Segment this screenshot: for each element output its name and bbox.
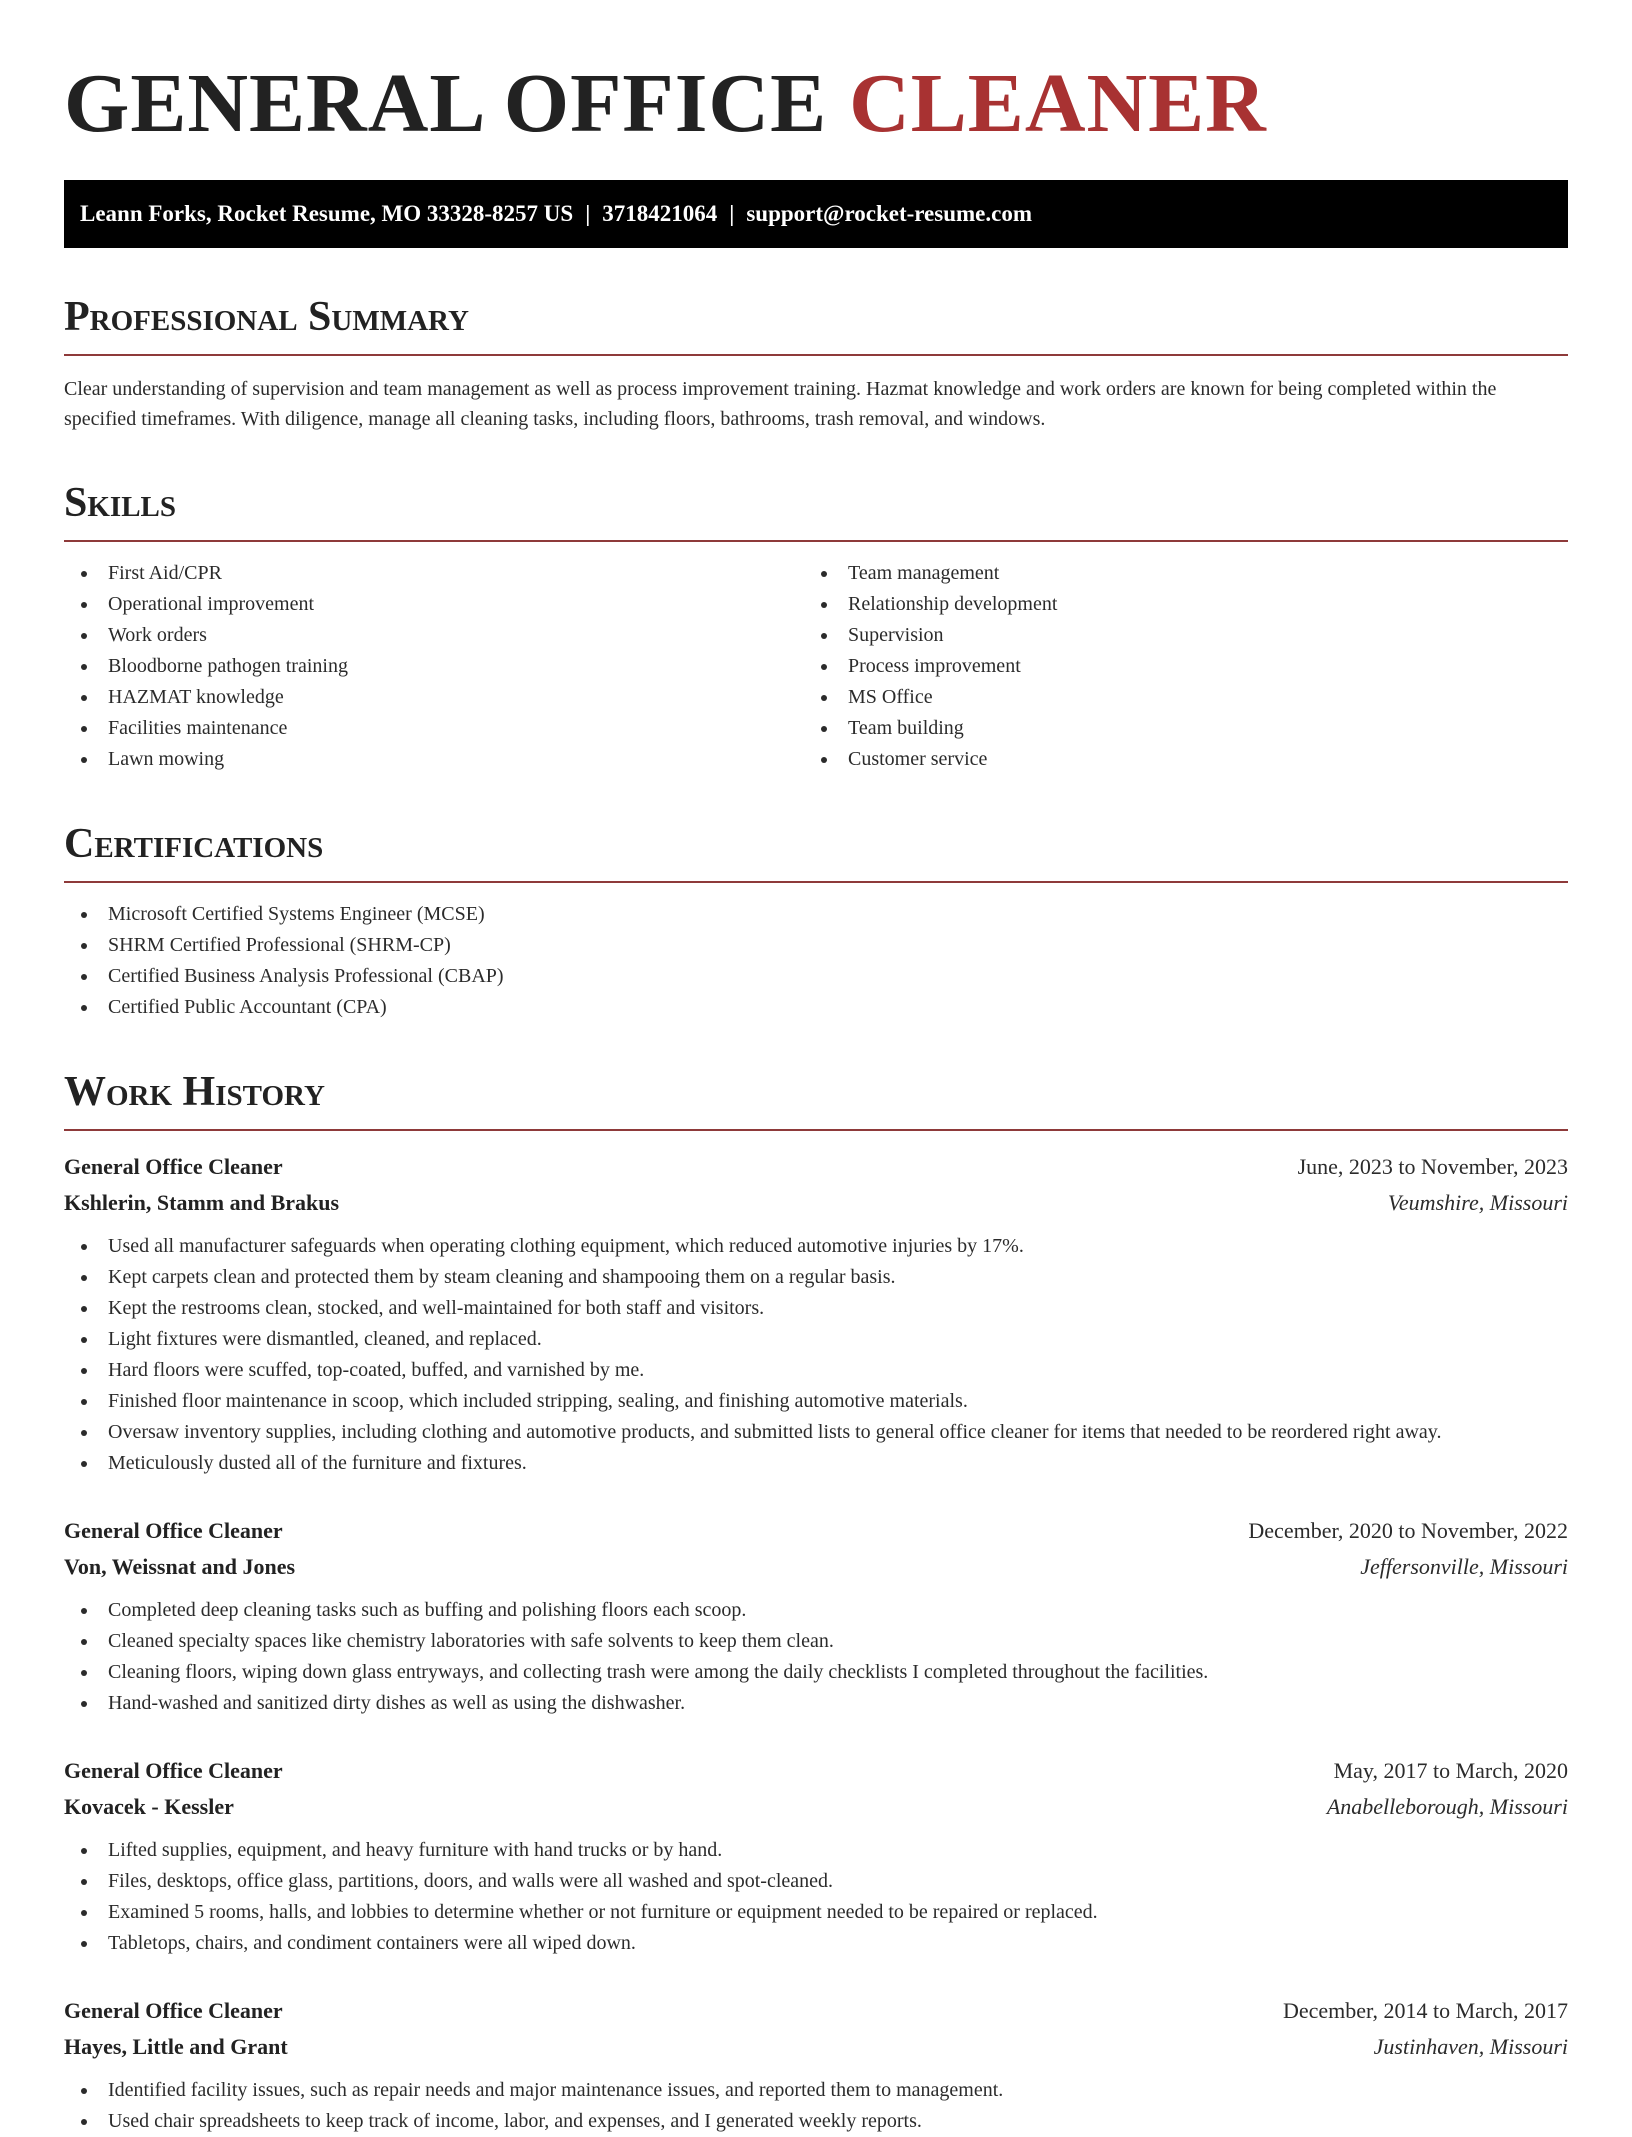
job-company: Kshlerin, Stamm and Brakus bbox=[64, 1190, 340, 1215]
job-duty: Light fixtures were dismantled, cleaned, and replaced. bbox=[64, 1324, 1568, 1355]
job-company-row bbox=[64, 1549, 1568, 1585]
job-company-row bbox=[64, 1185, 1568, 1221]
summary-text: Clear understanding of supervision and team management as well as process improvement training. Hazmat knowledge and work orders are known for being completed within the specified timeframes. With diligence, manage all cleaning tasks, including floors, bathrooms, trash removal, and windows. bbox=[64, 378, 1497, 430]
contact-address: Leann Forks, Rocket Resume, MO 33328-8257 US bbox=[80, 201, 574, 226]
skill-item: Facilities maintenance bbox=[64, 713, 804, 744]
skill-item: Supervision bbox=[804, 620, 1544, 651]
skills-heading: Skills bbox=[64, 478, 1568, 542]
job-entry bbox=[64, 1149, 1568, 1479]
skill-item: Work orders bbox=[64, 620, 804, 651]
job-duty: Identified facility issues, such as repair needs and major maintenance issues, and reported them to management. bbox=[64, 2075, 1568, 2106]
summary-section bbox=[64, 292, 1568, 434]
job-duty: Files, desktops, office glass, partitions, doors, and walls were all washed and spot-cleaned. bbox=[64, 1866, 1568, 1897]
job-company-row bbox=[64, 2029, 1568, 2065]
job-duty: Finished floor maintenance in scoop, which included stripping, sealing, and finishing automotive materials. bbox=[64, 1386, 1568, 1417]
certifications-heading: Certifications bbox=[64, 819, 1568, 883]
resume-title bbox=[64, 0, 1568, 152]
job-title: General Office Cleaner bbox=[64, 1154, 283, 1179]
skill-item: Operational improvement bbox=[64, 589, 804, 620]
job-dates: June, 2023 to November, 2023 bbox=[1297, 1154, 1568, 1179]
skills-list-left bbox=[64, 558, 804, 775]
job-dates: December, 2020 to November, 2022 bbox=[1248, 1518, 1568, 1543]
skill-item: Team building bbox=[804, 713, 1544, 744]
job-duty: Tabletops, chairs, and condiment containers were all wiped down. bbox=[64, 1928, 1568, 1959]
skill-item: Lawn mowing bbox=[64, 744, 804, 775]
job-company: Hayes, Little and Grant bbox=[64, 2034, 288, 2059]
skill-item: Customer service bbox=[804, 744, 1544, 775]
job-company: Kovacek - Kessler bbox=[64, 1794, 234, 1819]
job-location: Anabelleborough, Missouri bbox=[1326, 1794, 1568, 1819]
job-duties-list bbox=[64, 1835, 1568, 1959]
job-entry bbox=[64, 1753, 1568, 1959]
job-duty: Used all manufacturer safeguards when operating clothing equipment, which reduced automotive injuries by 17%. bbox=[64, 1231, 1568, 1262]
job-company-row bbox=[64, 1789, 1568, 1825]
certifications-list bbox=[64, 899, 1568, 1023]
certifications-section bbox=[64, 819, 1568, 1023]
job-duty: Completed deep cleaning tasks such as buffing and polishing floors each scoop. bbox=[64, 1595, 1568, 1626]
job-entry bbox=[64, 1993, 1568, 2137]
job-header-row bbox=[64, 1993, 1568, 2029]
skill-item: Team management bbox=[804, 558, 1544, 589]
contact-separator: | bbox=[729, 201, 735, 226]
job-location: Justinhaven, Missouri bbox=[1373, 2034, 1568, 2059]
job-title: General Office Cleaner bbox=[64, 1998, 283, 2023]
title-main: GENERAL OFFICE bbox=[64, 57, 828, 150]
job-duty: Cleaning floors, wiping down glass entryways, and collecting trash were among the daily checklists I completed throughout the facilities. bbox=[64, 1657, 1568, 1688]
job-duty: Cleaned specialty spaces like chemistry laboratories with safe solvents to keep them clean. bbox=[64, 1626, 1568, 1657]
job-duty: Meticulously dusted all of the furniture and fixtures. bbox=[64, 1448, 1568, 1479]
job-duty: Lifted supplies, equipment, and heavy furniture with hand trucks or by hand. bbox=[64, 1835, 1568, 1866]
certification-item: SHRM Certified Professional (SHRM-CP) bbox=[64, 930, 1568, 961]
contact-phone: 3718421064 bbox=[602, 201, 718, 226]
job-duty: Used chair spreadsheets to keep track of income, labor, and expenses, and I generated weekly reports. bbox=[64, 2106, 1568, 2137]
job-duty: Hard floors were scuffed, top-coated, buffed, and varnished by me. bbox=[64, 1355, 1568, 1386]
skill-item: MS Office bbox=[804, 682, 1544, 713]
work-history-heading: Work History bbox=[64, 1067, 1568, 1131]
job-entry bbox=[64, 1513, 1568, 1719]
skill-item: HAZMAT knowledge bbox=[64, 682, 804, 713]
contact-email: support@rocket-resume.com bbox=[746, 201, 1032, 226]
certification-item: Microsoft Certified Systems Engineer (MCSE) bbox=[64, 899, 1568, 930]
job-header-row bbox=[64, 1753, 1568, 1789]
skills-section bbox=[64, 478, 1568, 775]
job-header-row bbox=[64, 1149, 1568, 1185]
job-duty: Kept carpets clean and protected them by steam cleaning and shampooing them on a regular basis. bbox=[64, 1262, 1568, 1293]
job-duty: Kept the restrooms clean, stocked, and well-maintained for both staff and visitors. bbox=[64, 1293, 1568, 1324]
certification-item: Certified Public Accountant (CPA) bbox=[64, 992, 1568, 1023]
work-history-section bbox=[64, 1067, 1568, 2137]
title-accent: CLEANER bbox=[849, 57, 1267, 150]
job-dates: December, 2014 to March, 2017 bbox=[1282, 1998, 1568, 2023]
skill-item: Relationship development bbox=[804, 589, 1544, 620]
job-title: General Office Cleaner bbox=[64, 1758, 283, 1783]
job-duties-list bbox=[64, 1231, 1568, 1479]
job-duty: Hand-washed and sanitized dirty dishes as well as using the dishwasher. bbox=[64, 1688, 1568, 1719]
job-duties-list bbox=[64, 2075, 1568, 2137]
skill-item: First Aid/CPR bbox=[64, 558, 804, 589]
job-location: Veumshire, Missouri bbox=[1387, 1190, 1568, 1215]
skills-list-right bbox=[804, 558, 1544, 775]
job-duties-list bbox=[64, 1595, 1568, 1719]
job-dates: May, 2017 to March, 2020 bbox=[1333, 1758, 1568, 1783]
job-duty: Oversaw inventory supplies, including clothing and automotive products, and submitted lists to general office cleaner for items that needed to be reordered right away. bbox=[64, 1417, 1568, 1448]
job-location: Jeffersonville, Missouri bbox=[1360, 1554, 1568, 1579]
summary-heading: Professional Summary bbox=[64, 292, 1568, 356]
job-company: Von, Weissnat and Jones bbox=[64, 1554, 296, 1579]
job-title: General Office Cleaner bbox=[64, 1518, 283, 1543]
contact-separator: | bbox=[585, 201, 591, 226]
skill-item: Bloodborne pathogen training bbox=[64, 651, 804, 682]
certification-item: Certified Business Analysis Professional (CBAP) bbox=[64, 961, 1568, 992]
job-duty: Examined 5 rooms, halls, and lobbies to determine whether or not furniture or equipment needed to be repaired or replaced. bbox=[64, 1897, 1568, 1928]
job-header-row bbox=[64, 1513, 1568, 1549]
contact-bar bbox=[64, 180, 1568, 248]
skills-columns bbox=[64, 542, 1568, 775]
skill-item: Process improvement bbox=[804, 651, 1544, 682]
